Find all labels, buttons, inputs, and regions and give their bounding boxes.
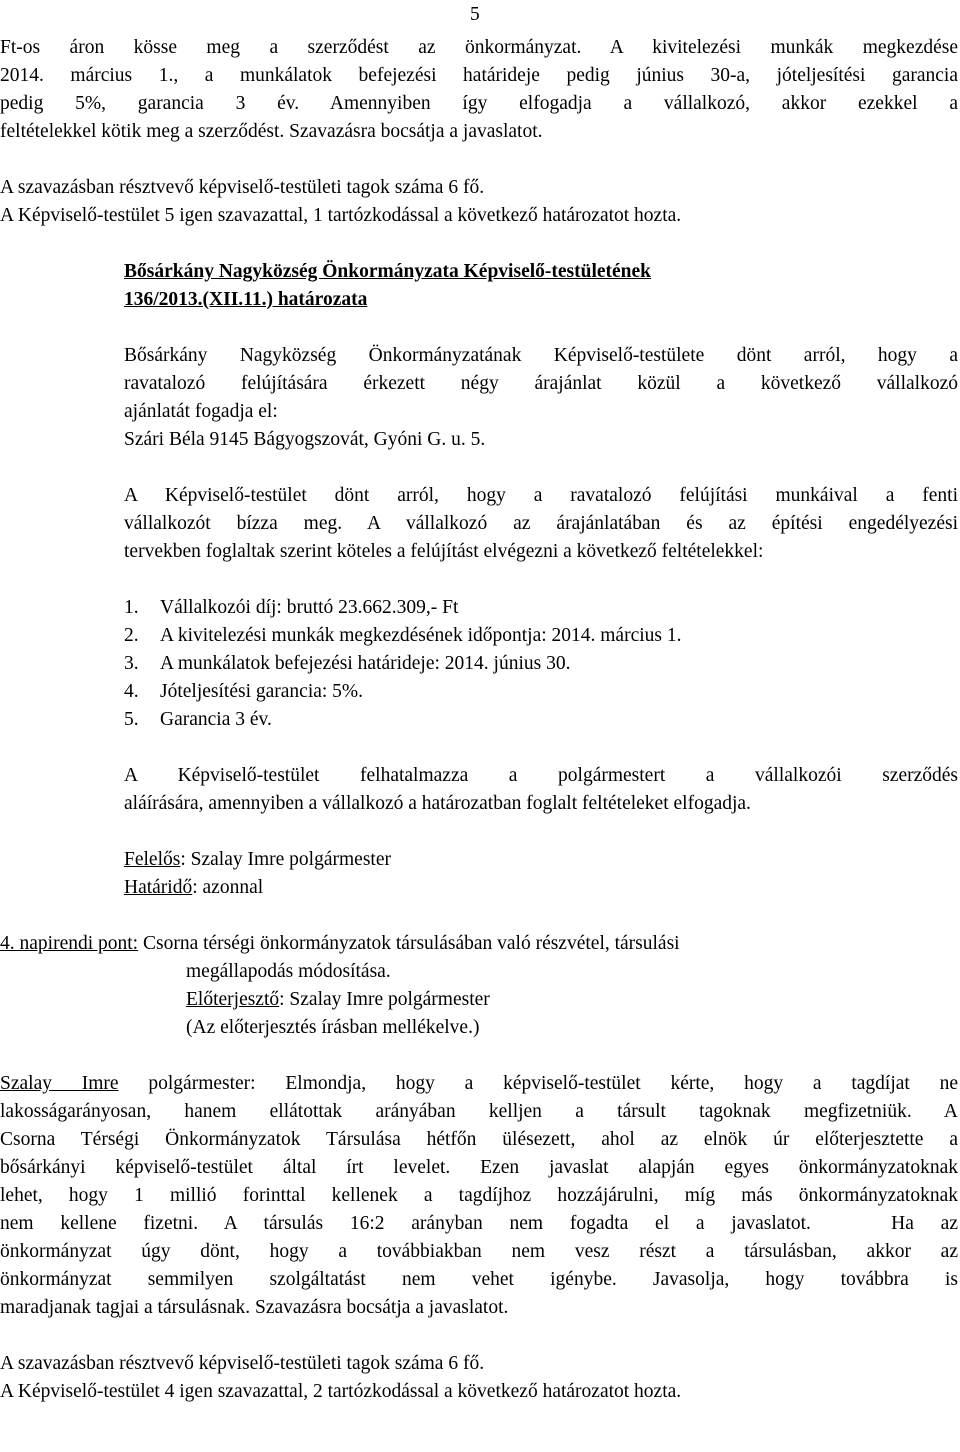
resolution-text-line: tervekben foglaltak szerint köteles a felújítást elvégezni a következő feltételekkel: (124, 541, 764, 562)
speech-line: önkormányzat úgy dönt, hogy a továbbiakban nem vesz részt a társulásban, akkor az (0, 1241, 958, 1262)
resolution-text-line: Bősárkány Nagyközség Önkormányzatának Képviselő-testülete dönt arról, hogy a (124, 345, 958, 366)
list-number: 3. (124, 653, 139, 674)
vote-result: A Képviselő-testület 5 igen szavazattal, 1 tartózkodással a következő határozatot hozta. (0, 205, 682, 226)
presenter-label: Előterjesztő (186, 989, 280, 1010)
list-item (124, 681, 960, 703)
speaker-name: Szalay Imre (0, 1073, 119, 1094)
resolution-number: 136/2013.(XII.11.) határozata (124, 289, 368, 310)
paragraph-line: Ft-os áron kösse meg a szerződést az önkormányzat. A kivitelezési munkák megkezdése (0, 37, 958, 58)
speech-line: nem kellene fizetni. A társulás 16:2 arányban nem fogadta el a javaslatot. Ha az (0, 1213, 958, 1234)
list-text: A kivitelezési munkák megkezdésének időpontja: 2014. március 1. (160, 625, 682, 646)
responsible-label: Felelős (124, 849, 181, 870)
speech-line: bősárkányi képviselő-testület által írt levelet. Ezen javaslat alapján egyes önkormányzatoknak (0, 1157, 958, 1178)
vote-result: A Képviselő-testület 4 igen szavazattal, 2 tartózkodással a következő határozatot hozta. (0, 1381, 682, 1402)
resolution-text-line: A Képviselő-testület felhatalmazza a polgármestert a vállalkozói szerződés (124, 765, 958, 786)
vote-participants: A szavazásban résztvevő képviselő-testületi tagok száma 6 fő. (0, 1353, 485, 1374)
paragraph-line: pedig 5%, garancia 3 év. Amennyiben így elfogadja a vállalkozó, akkor ezekkel a (0, 93, 958, 114)
speech-line: maradjanak tagjai a társulásnak. Szavazásra bocsátja a javaslatot. (0, 1297, 509, 1318)
paragraph-line: feltételekkel kötik meg a szerződést. Szavazásra bocsátja a javaslatot. (0, 121, 543, 142)
page-number: 5 (470, 4, 480, 25)
speech-text: polgármester: Elmondja, hogy a képviselő-testület kérte, hogy a tagdíjat ne (118, 1073, 959, 1094)
paragraph-line: 2014. március 1., a munkálatok befejezési határideje pedig június 30-a, jóteljesítési garancia (0, 65, 958, 86)
speech-line (0, 1073, 958, 1095)
attachment-note: (Az előterjesztés írásban mellékelve.) (186, 1017, 480, 1038)
presenter-value: : Szalay Imre polgármester (279, 989, 490, 1010)
deadline-value: : azonnal (192, 877, 264, 898)
contractor-address: Szári Béla 9145 Bágyogszovát, Gyóni G. u. 5. (124, 429, 486, 450)
list-text: A munkálatok befejezési határideje: 2014. június 30. (160, 653, 571, 674)
resolution-text-line: ajánlatát fogadja el: (124, 401, 278, 422)
list-text: Vállalkozói díj: bruttó 23.662.309,- Ft (160, 597, 459, 618)
agenda-item (0, 933, 958, 955)
speech-line: önkormányzat semmilyen szolgáltatást nem vehet igénybe. Javasolja, hogy továbbra is (0, 1269, 958, 1290)
resolution-text-line: ravatalozó felújítására érkezett négy árajánlat közül a következő vállalkozó (124, 373, 958, 394)
list-number: 1. (124, 597, 139, 618)
resolution-title: Bősárkány Nagyközség Önkormányzata Képviselő-testületének (124, 261, 652, 282)
deadline-line (124, 877, 960, 899)
resolution-text-line: aláírására, amennyiben a vállalkozó a határozatban foglalt feltételeket elfogadja. (124, 793, 751, 814)
list-item (124, 597, 960, 619)
list-item (124, 653, 960, 675)
vote-participants: A szavazásban résztvevő képviselő-testületi tagok száma 6 fő. (0, 177, 485, 198)
list-item (124, 709, 960, 731)
list-item (124, 625, 960, 647)
responsible-line (124, 849, 960, 871)
presenter-line (186, 989, 960, 1011)
list-text: Garancia 3 év. (160, 709, 272, 730)
resolution-text-line: vállalkozót bízza meg. A vállalkozó az árajánlatában és az építési engedélyezési (124, 513, 958, 534)
responsible-value: : Szalay Imre polgármester (180, 849, 391, 870)
speech-line: Csorna Térségi Önkormányzatok Társulása hétfőn ülésezett, ahol az elnök úr előterjesztette a (0, 1129, 958, 1150)
agenda-title-cont: megállapodás módosítása. (186, 961, 391, 982)
list-number: 2. (124, 625, 139, 646)
list-text: Jóteljesítési garancia: 5%. (160, 681, 364, 702)
list-number: 4. (124, 681, 139, 702)
deadline-label: Határidő (124, 877, 193, 898)
list-number: 5. (124, 709, 139, 730)
agenda-label: 4. napirendi pont: (0, 933, 139, 954)
resolution-text-line: A Képviselő-testület dönt arról, hogy a ravatalozó felújítási munkáival a fenti (124, 485, 958, 506)
agenda-title: Csorna térségi önkormányzatok társulásában való részvétel, társulási (138, 933, 680, 954)
speech-line: lehet, hogy 1 millió forinttal kellenek a tagdíjhoz hozzájárulni, míg más önkormányzatoknak (0, 1185, 958, 1206)
speech-line: lakosságarányosan, hanem ellátottak arányában kelljen a társult tagoknak megfizetniük. A (0, 1101, 958, 1122)
